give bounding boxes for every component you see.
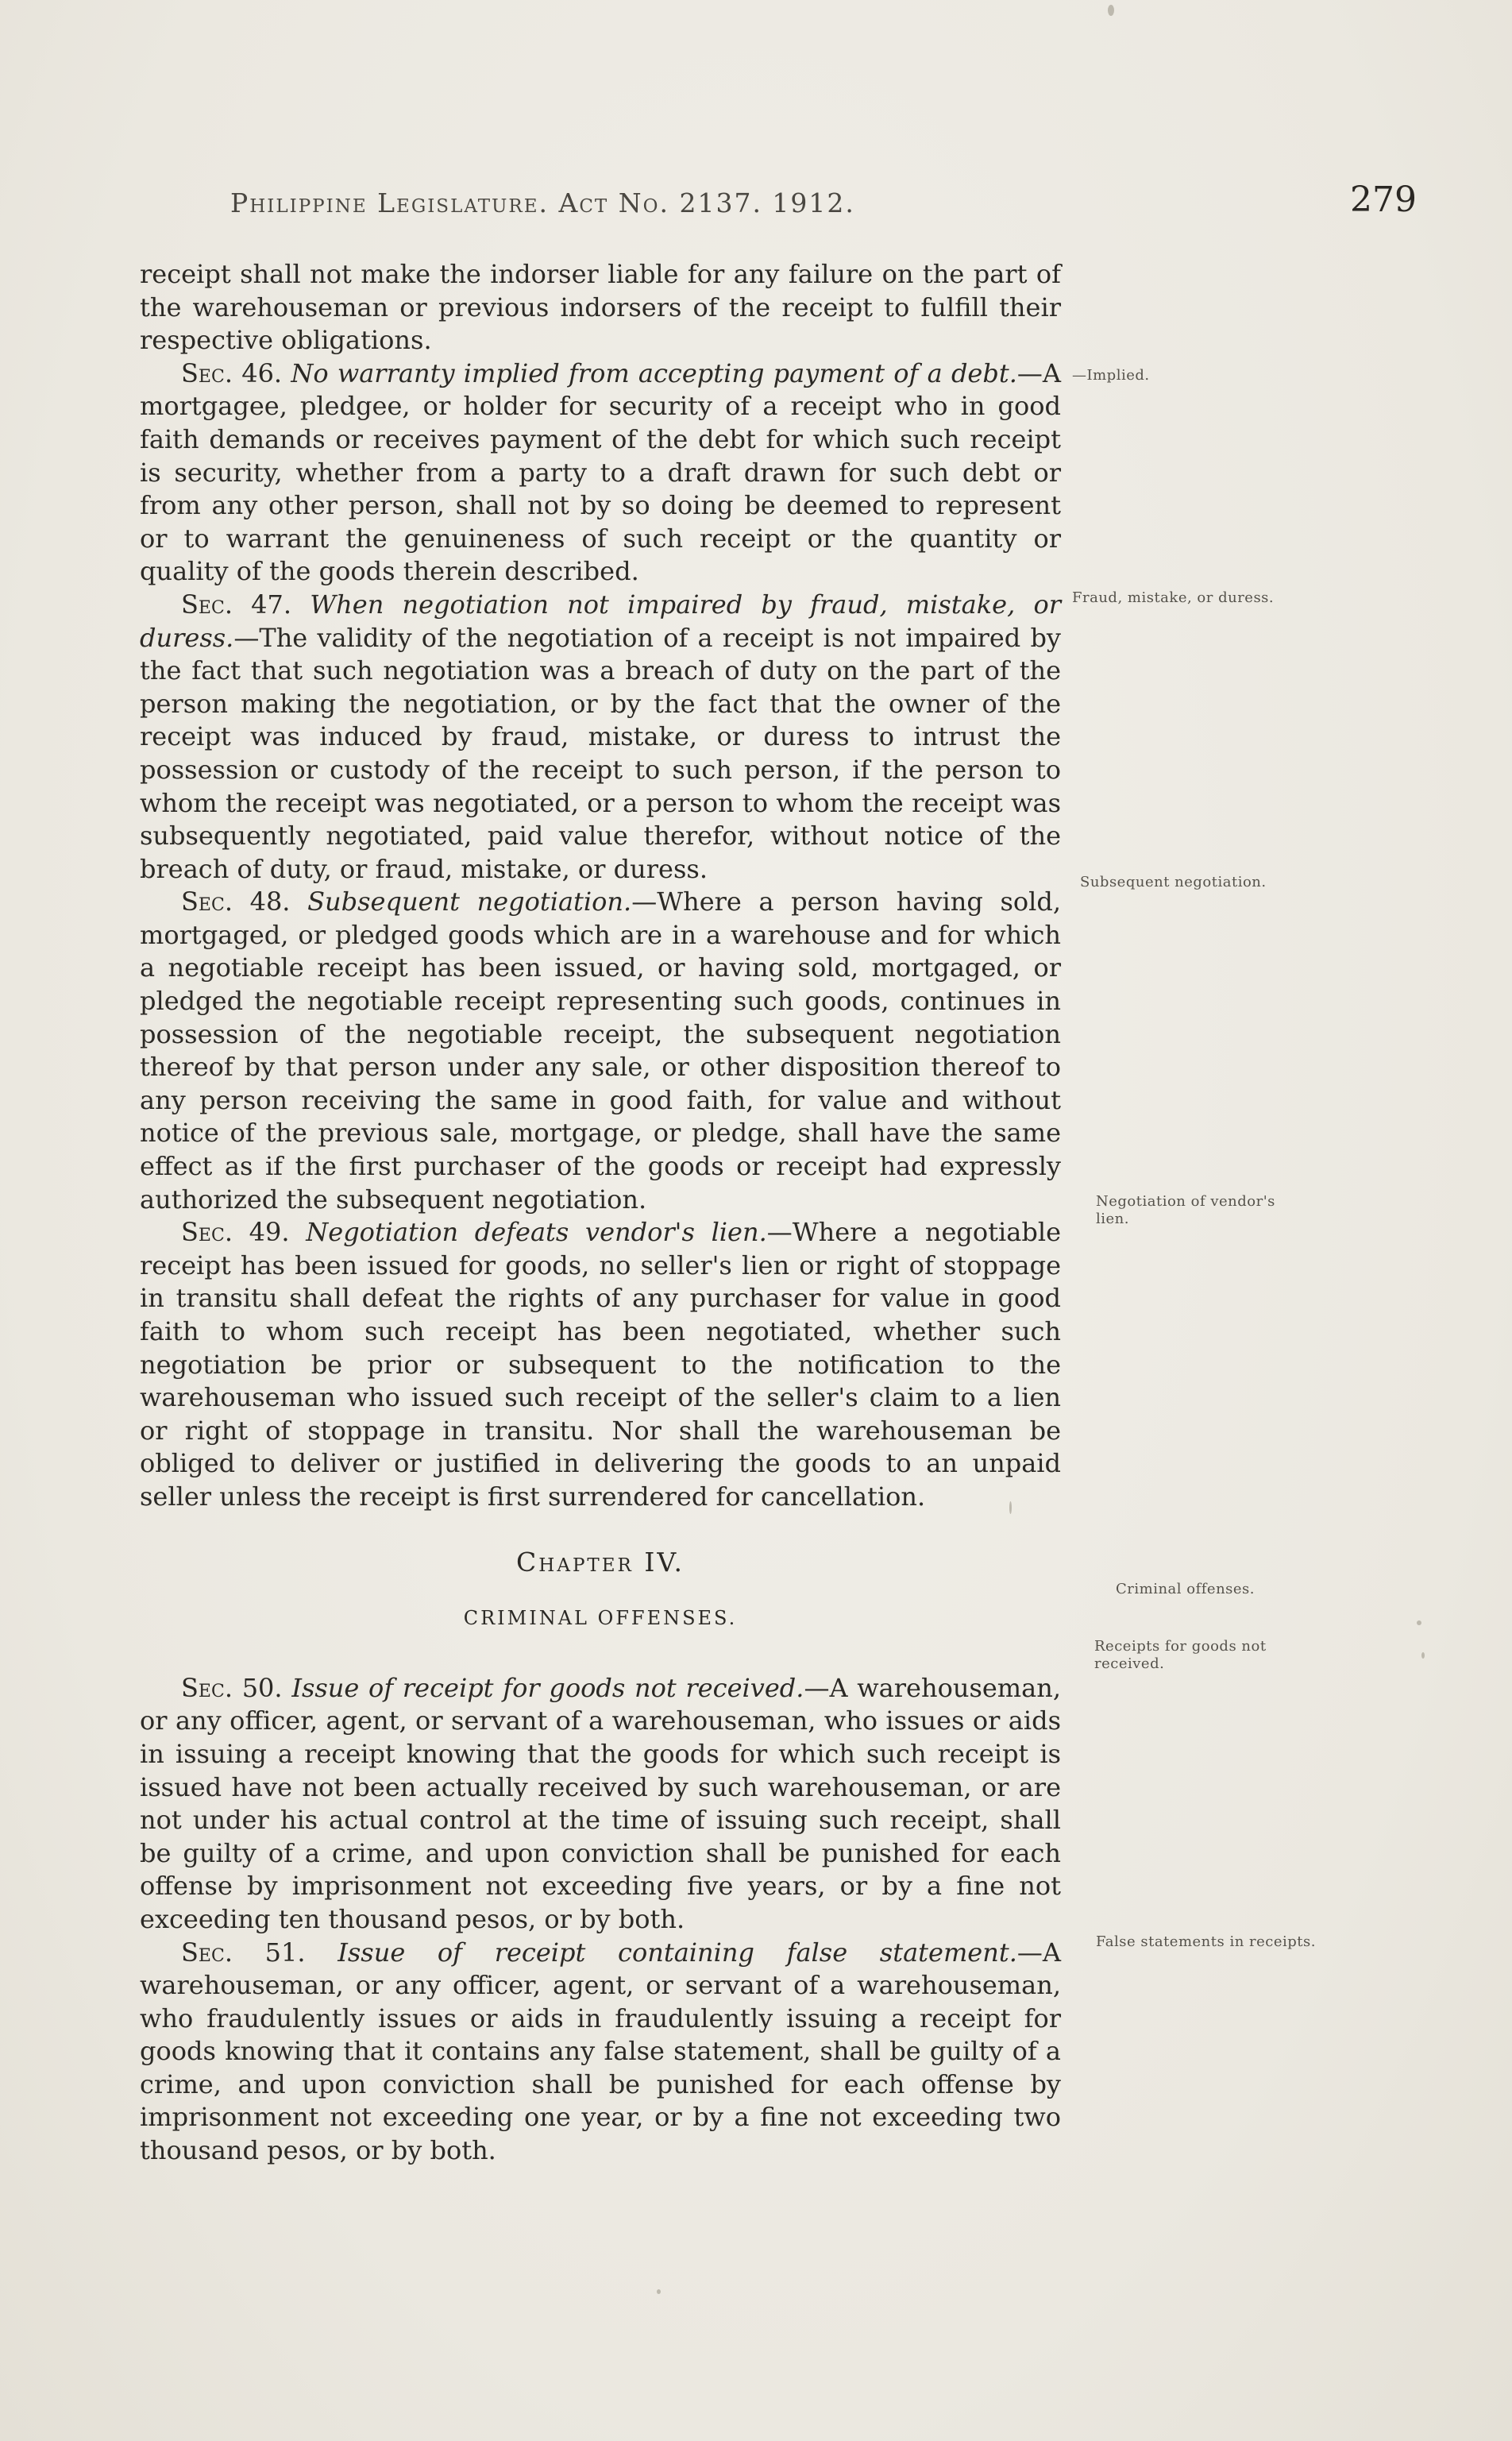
section-50 xyxy=(140,1672,1061,1937)
paper-speck xyxy=(1009,1501,1012,1514)
section-label: Sec. 50. xyxy=(181,1672,283,1703)
section-title: Issue of receipt containing false statement. xyxy=(338,1937,1017,1968)
section-body: —Where a person having sold, mortgaged, or pledged goods which are in a warehouse and for which a negotiable receipt has been issued, or having sold, mortgaged, or pledged the negotiable receipt representing such goods, continues in possession of the negotiable receipt, the subsequent negotiation thereof by that person under any sale, or other disposition thereof to any person receiving the same in good faith, for value and without notice of the previous sale, mortgage, or pledge, shall have the same effect as if the first purchaser of the goods or receipt had expressly authorized the subsequent negotiation. xyxy=(140,886,1062,1215)
section-body: —A warehouseman, or any officer, agent, or servant of a warehouseman, who fraudulently issues or aids in fraudulently issuing a receipt for goods knowing that it contains any false statement, shall be guilty of a crime, and upon conviction shall be punished for each offense by imprisonment not exceeding one year, or by a fine not exceeding two thousand pesos, or by both. xyxy=(140,1937,1061,2166)
section-51 xyxy=(140,1937,1061,2168)
section-body: —The validity of the negotiation of a receipt is not impaired by the fact that such negotiation was a breach of duty on the part of the person making the negotiation, or by the fact that the owner of the receipt was induced by fraud, mistake, or duress to intrust the possession or custody of the receipt to such person, if the person to whom the receipt was negotiated, or a person to whom the receipt was subsequently negotiated, paid value therefor, without notice of the breach of duty, or fraud, mistake, or duress. xyxy=(140,622,1061,884)
section-title: When negotiation not impaired by fraud, mistake, or duress. xyxy=(140,589,1062,653)
chapter-title: Chapter IV. xyxy=(516,1546,685,1578)
chapter-heading: CRIMINAL OFFENSES. xyxy=(463,1607,738,1630)
margin-note-sec-47: Fraud, mistake, or duress. xyxy=(1072,589,1275,606)
section-body: —A mortgagee, pledgee, or holder for security of a receipt who in good faith demands or receives payment of the debt for which such receipt is security, whether from a party to a draft drawn for such debt or from any other person, shall not by so doing be deemed to represent or to warrant the genuineness of such receipt or the quantity or quality of the goods therein described. xyxy=(140,357,1061,587)
margin-note-sec-46: —Implied. xyxy=(1072,367,1150,384)
body-text xyxy=(140,258,1061,2168)
page-number: 279 xyxy=(1350,180,1417,220)
section-46 xyxy=(140,357,1061,589)
section-title: No warranty implied from accepting payment of a debt. xyxy=(291,357,1017,388)
section-label: Sec. 46. xyxy=(181,357,283,388)
margin-note-sec-51: False statements in receipts. xyxy=(1096,1933,1316,1950)
margin-note-sec-48: Subsequent negotiation. xyxy=(1080,874,1267,890)
paper-speck xyxy=(1108,5,1114,16)
section-title: Issue of receipt for goods not received. xyxy=(291,1672,804,1703)
section-title: Subsequent negotiation. xyxy=(307,886,632,917)
section-title: Negotiation defeats vendor's lien. xyxy=(306,1217,767,1248)
margin-note-sec-50: Receipts for goods not received. xyxy=(1094,1638,1267,1672)
section-body: —A warehouseman, or any officer, agent, or servant of a warehouseman, who issues or aids in issuing a receipt knowing that the goods for which such receipt is issued have not been actually received by such warehouseman, or are not under his actual control at the time of issuing such receipt, shall be guilty of a crime, and upon conviction shall be punished for each offense by imprisonment not exceeding five years, or by a fine not exceeding ten thousand pesos, or by both. xyxy=(140,1672,1062,1934)
section-label: Sec. 49. xyxy=(181,1217,290,1248)
continuation-paragraph: receipt shall not make the indorser liable for any failure on the part of the warehouseman or previous indorsers of the receipt to fulfill their respective obligations. xyxy=(140,259,1061,356)
running-head: Philippine Legislature. Act No. 2137. 1912. xyxy=(230,187,855,218)
section-48 xyxy=(140,886,1061,1216)
section-49 xyxy=(140,1216,1061,1513)
section-47 xyxy=(140,589,1061,886)
paper-speck xyxy=(1421,1652,1425,1659)
section-label: Sec. 51. xyxy=(181,1937,306,1968)
paper-speck xyxy=(1417,1620,1421,1625)
section-body: —Where a negotiable receipt has been issued for goods, no seller's lien or right of stoppage in transitu shall defeat the rights of any purchaser for value in good faith to whom such receipt has been negotiated, whether such negotiation be prior or subsequent to the notification to the warehouseman who issued such receipt of the seller's claim to a lien or right of stoppage in transitu. Nor shall the warehouseman be obliged to deliver or justified in delivering the goods to an unpaid seller unless the receipt is first surrendered for cancellation. xyxy=(140,1217,1062,1512)
paper-speck xyxy=(657,2289,661,2294)
section-label: Sec. 47. xyxy=(181,589,292,620)
margin-note-sec-49: Negotiation of vendor's lien. xyxy=(1096,1193,1275,1227)
section-label: Sec. 48. xyxy=(181,886,291,917)
margin-note-chapter: Criminal offenses. xyxy=(1116,1581,1256,1597)
